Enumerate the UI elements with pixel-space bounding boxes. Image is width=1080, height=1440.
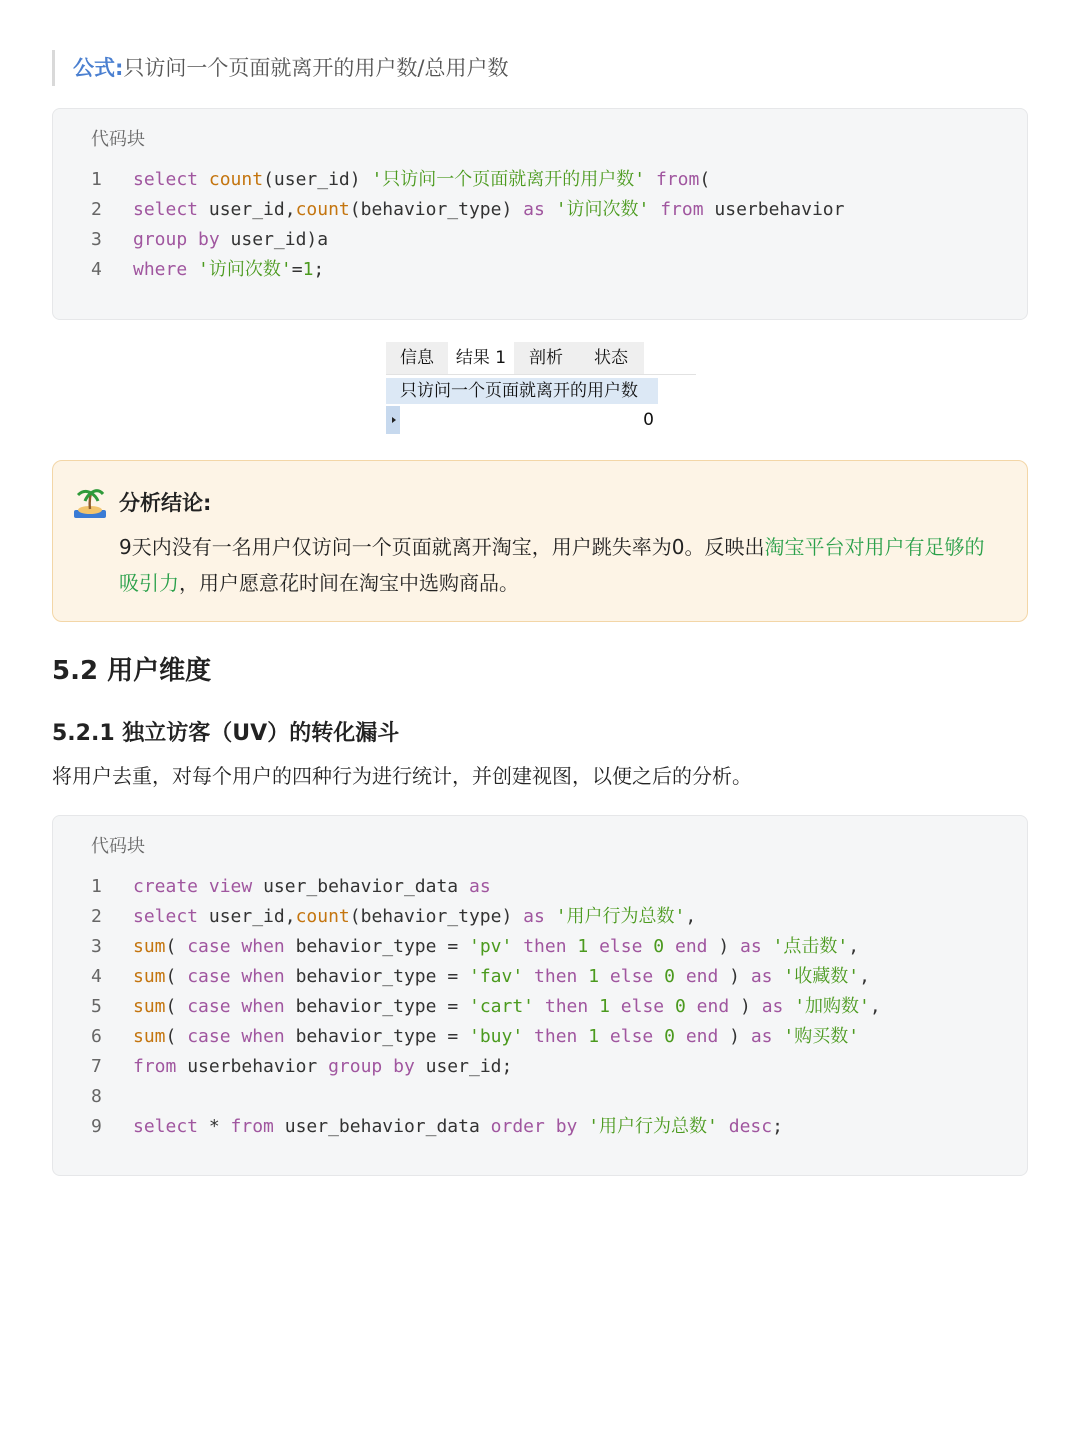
query-result-panel [386,342,696,434]
code-token: (user_id) [263,169,372,190]
code-token: '访问次数' [198,259,292,280]
code-line [53,1112,1027,1142]
callout-title: 分析结论: [119,491,212,515]
callout-body [119,529,999,601]
code-token: as [523,906,545,927]
code-token: ( [165,936,188,957]
code-token [773,1026,784,1047]
code-token: , [869,996,881,1017]
code-token [198,169,209,190]
code-token: '用户行为总数' [555,906,686,927]
code-token [762,936,773,957]
code-token: sum [133,966,166,987]
desert-island-icon [73,485,107,519]
code-token: case [187,966,231,987]
code-token: order [490,1116,545,1137]
subsection-heading: 5.2.1 独立访客（UV）的转化漏斗 [52,721,400,746]
code-token: behavior_type = [284,1026,469,1047]
formula-label: 公式: [73,56,124,80]
code-token: '访问次数' [555,199,650,220]
line-number: 1 [91,169,102,190]
code-token [664,996,675,1017]
code-token [588,996,599,1017]
code-token: when [241,996,285,1017]
section-paragraph: 将用户去重，对每个用户的四种行为进行统计，并创建视图，以便之后的分析。 [52,764,752,788]
code-token [675,966,686,987]
code-line [53,902,1027,932]
code-token: behavior_type = [284,936,469,957]
code-line [53,932,1027,962]
code-token: user_behavior_data [273,1116,491,1137]
callout-highlight: 淘宝平台对用户有足够的吸引力 [119,535,985,595]
code-block-title: 代码块 [91,836,145,857]
code-token: 0 [664,1026,675,1047]
code-token: then [523,936,567,957]
code-token: as [761,996,784,1017]
code-token: ( [165,1026,188,1047]
code-token: , [859,966,870,987]
code-token: 0 [674,996,686,1017]
formula-quote [52,50,508,86]
code-token [653,1026,664,1047]
code-token [645,169,656,190]
code-line [53,1082,1027,1112]
code-token: else [609,966,654,987]
code-token: behavior_type = [284,996,469,1017]
code-block-title: 代码块 [91,129,145,150]
tab-profile[interactable]: 剖析 [514,342,578,374]
code-token: by [198,229,220,250]
row-pointer-icon [386,406,400,434]
code-token: as [523,199,545,220]
code-token: by [393,1056,415,1077]
code-token: , [685,906,697,927]
code-token: select [133,169,199,190]
code-token: '用户行为总数' [588,1116,718,1137]
code-token [653,966,664,987]
code-token [577,1026,588,1047]
code-token [664,936,675,957]
line-number: 5 [91,996,102,1017]
code-token: else [609,1026,654,1047]
code-token: as [740,936,762,957]
code-token: 1 [588,1026,600,1047]
code-token: ) [718,966,751,987]
analysis-callout [52,460,1028,622]
code-token: count [208,169,264,190]
code-token: ) [718,1026,751,1047]
code-token [523,1026,534,1047]
code-token: ; [772,1116,783,1137]
tab-status[interactable]: 状态 [578,342,644,374]
code-token [718,1116,729,1137]
code-token: case [187,936,231,957]
code-token: by [555,1116,578,1137]
code-token: group [328,1056,383,1077]
tab-info[interactable]: 信息 [386,342,448,374]
line-number: 6 [91,1026,102,1047]
code-token: when [241,1026,285,1047]
code-token: ( [699,169,711,190]
code-token: else [620,996,665,1017]
code-token [649,199,660,220]
code-token: * [198,1116,231,1137]
code-token: group [133,229,188,250]
line-number: 7 [91,1056,102,1077]
line-number: 3 [91,229,102,250]
code-token [567,936,578,957]
code-token [610,996,621,1017]
code-token: user_id; [414,1056,513,1077]
code-token: as [468,876,491,897]
code-token: count [295,906,350,927]
code-token [231,936,242,957]
code-token: sum [133,996,166,1017]
code-line [53,1022,1027,1052]
result-tabs [386,342,696,375]
code-token: user_behavior_data [252,876,469,897]
code-token [577,1116,588,1137]
code-token: sum [133,936,166,957]
code-token: as [750,966,773,987]
code-token: from [660,199,704,220]
result-row[interactable] [386,406,658,434]
code-token [545,199,556,220]
code-line [53,962,1027,992]
code-token: from [655,169,700,190]
formula-text: 只访问一个页面就离开的用户数/总用户数 [123,56,509,80]
code-token: userbehavior [176,1056,329,1077]
code-token: from [230,1116,274,1137]
code-token: select [133,1116,199,1137]
code-token: user_id, [198,906,296,927]
line-number: 8 [91,1086,102,1107]
code-token: behavior_type = [284,966,469,987]
code-token: ( [165,966,188,987]
code-token: ; [313,259,325,280]
callout-text: 9天内没有一名用户仅访问一个页面就离开淘宝，用户跳失率为0。反映出 [119,535,765,559]
code-token: 'fav' [469,966,524,987]
code-token [773,966,784,987]
code-token: 'buy' [469,1026,524,1047]
code-token [588,936,599,957]
code-token: where [133,259,188,280]
code-line [53,872,1027,902]
code-token: 1 [577,936,589,957]
result-value: 0 [643,410,654,430]
code-token: sum [133,1026,166,1047]
code-token: else [599,936,643,957]
code-token [231,996,242,1017]
code-lines [53,872,1027,1142]
code-token: user_id, [198,199,296,220]
code-block-2 [52,815,1028,1176]
code-token: end [685,1026,719,1047]
code-token [231,1026,242,1047]
code-token: end [674,936,708,957]
code-token [783,996,794,1017]
code-token: ) [729,996,762,1017]
code-token: userbehavior [703,199,845,220]
code-token: 0 [664,966,675,987]
code-token [523,966,534,987]
code-token: count [295,199,350,220]
code-line [53,225,1027,255]
code-token: '加购数' [794,996,870,1017]
code-token [675,1026,686,1047]
code-line [53,255,1027,285]
code-token: (behavior_type) [349,199,524,220]
code-token: '收藏数' [783,966,860,987]
code-token: ( [165,996,188,1017]
code-token: 1 [588,966,600,987]
code-token [577,966,588,987]
section-heading: 5.2 用户维度 [52,656,212,686]
code-token: case [187,996,231,1017]
code-token: end [696,996,730,1017]
code-token: 1 [302,259,314,280]
code-lines [53,165,1027,285]
code-token [545,1116,556,1137]
code-token: case [187,1026,231,1047]
line-number: 3 [91,936,102,957]
code-token: from [133,1056,177,1077]
code-token [599,966,610,987]
code-token [534,996,545,1017]
code-token [512,936,523,957]
code-token: 'cart' [469,996,535,1017]
code-token [545,906,556,927]
code-token: when [241,936,285,957]
line-number: 9 [91,1116,102,1137]
tab-result-1[interactable]: 结果 1 [448,342,514,374]
code-token [382,1056,393,1077]
code-token: 'pv' [469,936,513,957]
code-token [231,966,242,987]
code-token: user_id)a [219,229,329,250]
code-line [53,1052,1027,1082]
line-number: 4 [91,259,102,280]
code-token [187,229,198,250]
code-token: then [534,1026,578,1047]
code-block-1 [52,108,1028,320]
code-token: '点击数' [772,936,849,957]
code-token: select [133,906,199,927]
code-token: ) [707,936,741,957]
code-token: when [241,966,285,987]
code-line [53,195,1027,225]
code-token: 0 [653,936,665,957]
code-token: end [685,966,719,987]
code-line [53,992,1027,1022]
callout-text-end: ，用户愿意花时间在淘宝中选购商品。 [179,571,519,595]
code-token: then [534,966,578,987]
line-number: 4 [91,966,102,987]
code-token: '只访问一个页面就离开的用户数' [371,169,646,190]
code-token [599,1026,610,1047]
code-token [187,259,198,280]
line-number: 2 [91,199,102,220]
code-token: select [133,199,199,220]
code-token: create [133,876,199,897]
line-number: 2 [91,906,102,927]
result-column-header[interactable]: 只访问一个页面就离开的用户数 [386,378,658,404]
code-token: 1 [599,996,610,1017]
code-token [198,876,209,897]
code-token: (behavior_type) [349,906,524,927]
code-token [686,996,697,1017]
line-number: 1 [91,876,102,897]
code-token: , [848,936,860,957]
code-token: desc [728,1116,773,1137]
code-token: = [291,259,303,280]
code-token: as [750,1026,773,1047]
code-token [642,936,653,957]
code-line [53,165,1027,195]
code-token: then [544,996,589,1017]
code-token: '购买数' [783,1026,860,1047]
code-token: view [208,876,253,897]
